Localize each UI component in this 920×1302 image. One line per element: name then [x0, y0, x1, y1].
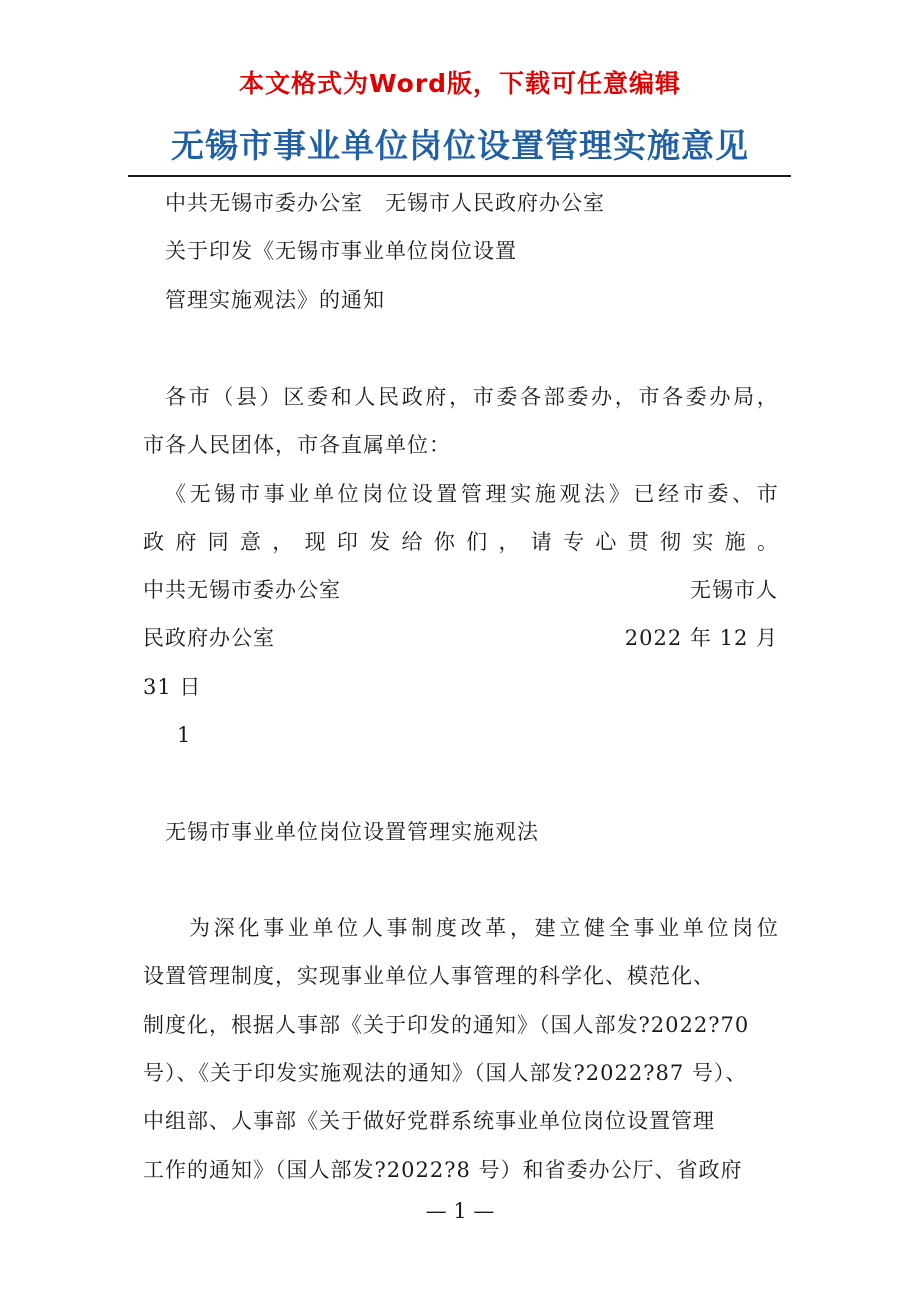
- notice-body-char: 贯: [627, 530, 649, 554]
- signature-government-office-start: 无锡市人: [690, 578, 778, 602]
- notice-body-char: 市: [682, 482, 704, 506]
- addressee-char: 办: [591, 385, 613, 409]
- notice-body-char: 你: [433, 530, 455, 554]
- body-char: 事: [263, 916, 285, 940]
- notice-body-char: 已: [633, 482, 655, 506]
- notice-body-char: 给: [401, 530, 423, 554]
- body-char: 单: [312, 916, 334, 940]
- notice-body-char: 理: [485, 482, 507, 506]
- addressee-char: 部: [543, 385, 565, 409]
- body-char: 位: [707, 916, 729, 940]
- body-line-6: 工作的通知》（国人部发?2022?8 号）和省委办公厅、省政府: [143, 1158, 743, 1182]
- addressee-char: 人: [354, 385, 376, 409]
- notice-body-char: 心: [595, 530, 617, 554]
- notice-body-char: 设: [411, 482, 433, 506]
- notice-body-char: 彻: [660, 530, 681, 554]
- notice-body-line-2: [143, 527, 778, 557]
- addressee-char: 市: [188, 385, 210, 409]
- addressee-char: 委: [567, 385, 589, 409]
- download-banner: 本文格式为Word版，下载可任意编辑: [238, 69, 682, 98]
- notice-body-char: 位: [337, 482, 359, 506]
- body-char: 深: [213, 916, 235, 940]
- addressee-char: 民: [378, 385, 400, 409]
- notice-body-char: 经: [658, 482, 680, 506]
- body-line-3: 制度化，根据人事部《关于印发的通知》（国人部发?2022?70: [143, 1013, 750, 1037]
- body-char: 为: [189, 916, 210, 940]
- body-char: 化: [238, 916, 260, 940]
- signature-government-office-end: 民政府办公室: [143, 626, 275, 650]
- notice-body-char: 业: [288, 482, 310, 506]
- notice-body-char: 印: [336, 530, 358, 554]
- body-char: 人: [361, 916, 383, 940]
- body-line-5: 中组部、人事部《关于做好党群系统事业单位岗位设置管理: [143, 1109, 715, 1133]
- notice-body-char: 实: [510, 482, 532, 506]
- signature-date-day: 31 日: [143, 675, 202, 699]
- notice-body-char: 请: [530, 530, 552, 554]
- body-char: 位: [756, 916, 778, 940]
- addressee-char: 委: [307, 385, 329, 409]
- body-char: 岗: [732, 916, 754, 940]
- notice-body-char: 施: [534, 482, 556, 506]
- notice-body-char: 事: [263, 482, 285, 506]
- section-title: 无锡市事业单位岗位设置管理实施观法: [165, 820, 539, 844]
- addressee-char: 委: [685, 385, 707, 409]
- body-char: 全: [608, 916, 630, 940]
- addressee-char: 政: [401, 385, 423, 409]
- notice-body-char: 府: [175, 530, 197, 554]
- header-line-subject-cont: 管理实施观法》的通知: [165, 288, 385, 312]
- addressee-char: ）: [259, 385, 281, 409]
- body-char: 位: [337, 916, 359, 940]
- notice-body-char: ，: [272, 530, 294, 554]
- notice-body-char: 位: [386, 482, 408, 506]
- addressee-char: 府: [425, 385, 447, 409]
- notice-body-char: 市: [756, 482, 778, 506]
- addressee-char: 局: [733, 385, 755, 409]
- addressee-char: 委: [496, 385, 518, 409]
- signature-party-office: 中共无锡市委办公室: [143, 578, 341, 602]
- header-line-subject: 关于印发《无锡市事业单位岗位设置: [165, 239, 517, 263]
- notice-body-char: 法: [584, 482, 606, 506]
- addressee-char: ，: [449, 385, 471, 409]
- body-char: 度: [435, 916, 457, 940]
- notice-body-line-1: [165, 479, 778, 509]
- notice-body-char: 同: [207, 530, 229, 554]
- notice-body-char: 《: [165, 482, 186, 506]
- body-char: 建: [534, 916, 556, 940]
- document-title: 无锡市事业单位岗位设置管理实施意见: [171, 126, 749, 165]
- signature-date: 2022 年 12 月: [624, 626, 778, 650]
- addressee-char: 区: [283, 385, 305, 409]
- body-line-4: 号）、《关于印发实施观法的通知》（国人部发?2022?87 号）、: [143, 1061, 748, 1085]
- addressee-char: ，: [614, 385, 636, 409]
- notice-body-char: 专: [563, 530, 585, 554]
- body-line-1: [189, 913, 778, 943]
- notice-body-char: 政: [143, 530, 164, 554]
- notice-body-char: 管: [460, 482, 482, 506]
- signature-line-2: [143, 623, 778, 653]
- body-char: 业: [658, 916, 680, 940]
- body-char: 立: [559, 916, 581, 940]
- notice-body-char: 岗: [362, 482, 384, 506]
- page-footer-number: — 1 —: [425, 1199, 495, 1223]
- notice-body-char: 、: [732, 482, 754, 506]
- body-char: 改: [460, 916, 482, 940]
- body-char: 制: [411, 916, 433, 940]
- notice-body-char: ，: [498, 530, 520, 554]
- notice-body-char: 》: [608, 482, 630, 506]
- title-divider: [128, 175, 791, 177]
- notice-body-char: 意: [239, 530, 261, 554]
- body-line-2: 设置管理制度，实现事业单位人事管理的科学化、模范化、: [143, 964, 715, 988]
- notice-body-char: 现: [304, 530, 326, 554]
- addressee-char: 市: [638, 385, 660, 409]
- addressee-char: （: [212, 385, 234, 409]
- body-char: 业: [287, 916, 309, 940]
- notice-body-char: 无: [189, 482, 211, 506]
- addressee-char: 市: [472, 385, 494, 409]
- addressee-line-1: [165, 382, 778, 412]
- notice-body-char: 们: [466, 530, 488, 554]
- notice-body-char: 发: [369, 530, 391, 554]
- notice-body-char: 委: [707, 482, 729, 506]
- body-char: 健: [584, 916, 605, 940]
- addressee-char: 县: [236, 385, 258, 409]
- body-char: 事: [386, 916, 408, 940]
- notice-body-char: 锡: [214, 482, 236, 506]
- signature-line-1: [143, 575, 778, 605]
- notice-body-char: 观: [559, 482, 581, 506]
- notice-body-char: 置: [436, 482, 458, 506]
- notice-body-char: 。: [756, 530, 778, 554]
- addressee-char: ，: [756, 385, 778, 409]
- addressee-char: 办: [709, 385, 731, 409]
- addressee-char: 和: [330, 385, 352, 409]
- body-char: ，: [509, 916, 531, 940]
- addressee-char: 各: [165, 385, 186, 409]
- notice-body-char: 施: [724, 530, 746, 554]
- addressee-char: 各: [520, 385, 542, 409]
- notice-body-char: 实: [692, 530, 714, 554]
- notice-body-char: 单: [312, 482, 334, 506]
- body-char: 革: [485, 916, 507, 940]
- addressee-char: 各: [662, 385, 684, 409]
- notice-body-char: 市: [238, 482, 260, 506]
- body-char: 事: [633, 916, 655, 940]
- header-line-issuers: 中共无锡市委办公室 无锡市人民政府办公室: [165, 191, 605, 215]
- inline-page-number: 1: [177, 723, 192, 747]
- body-char: 单: [682, 916, 704, 940]
- addressee-line-2: 市各人民团体，市各直属单位：: [143, 433, 451, 457]
